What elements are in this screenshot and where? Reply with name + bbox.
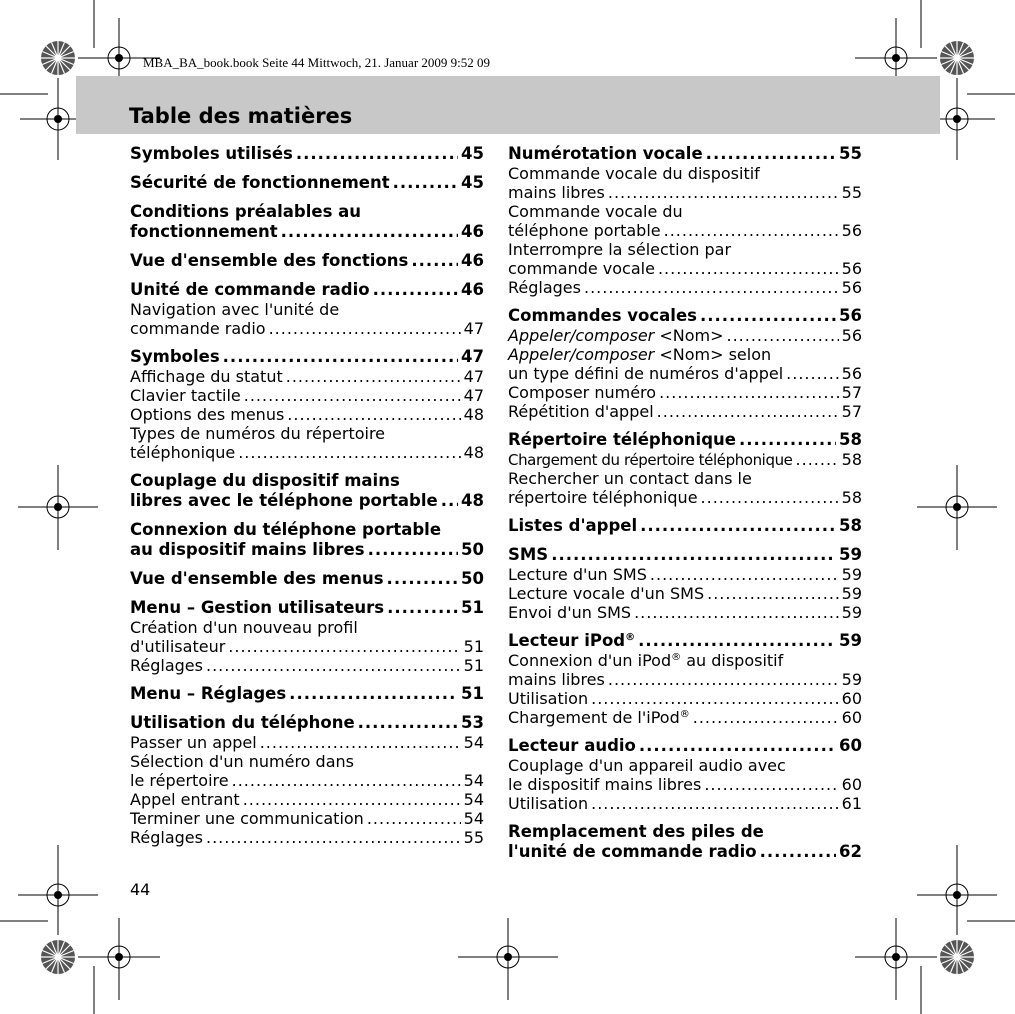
toc-page-number: 58: [841, 488, 862, 507]
toc-page-number: 56: [841, 259, 862, 278]
toc-entry-title: Symboles utilisés: [130, 144, 293, 163]
toc-entry[interactable]: [508, 488, 862, 507]
toc-page-number: 45: [461, 144, 484, 163]
dot-leader: [591, 794, 839, 813]
dot-leader: [373, 280, 458, 300]
dot-leader: [367, 809, 461, 828]
toc-entry-title: Utilisation du téléphone: [130, 713, 355, 732]
toc-heading-entry[interactable]: [130, 713, 484, 733]
toc-entry-title: Options des menus: [130, 405, 285, 424]
toc-entry-title: Commande vocale du dispositif: [508, 164, 760, 183]
toc-entry[interactable]: [130, 443, 484, 462]
toc-entry: [508, 202, 862, 221]
dot-leader: [411, 251, 458, 271]
toc-page-number: 55: [463, 828, 484, 847]
toc-page-number: 56: [841, 278, 862, 297]
toc-section: [130, 684, 484, 704]
toc-page-number: 51: [463, 656, 484, 675]
dot-leader: [296, 144, 458, 164]
dot-leader: [704, 775, 838, 794]
dot-leader: [638, 631, 836, 651]
toc-entry: [130, 752, 484, 771]
toc-entry-title: téléphonique: [130, 443, 236, 462]
toc-entry-title: Menu – Réglages: [130, 684, 287, 703]
toc-entry-title: Réglages: [130, 828, 203, 847]
toc-page-number: 60: [841, 708, 862, 727]
toc-page-number: 54: [463, 790, 484, 809]
toc-entry[interactable]: [130, 386, 484, 405]
toc-page-number: 60: [839, 736, 862, 755]
toc-entry[interactable]: [508, 584, 862, 603]
page-number: 44: [130, 880, 151, 899]
toc-entry[interactable]: [130, 405, 484, 424]
dot-leader: [591, 689, 839, 708]
toc-entry-title: le dispositif mains libres: [508, 775, 702, 794]
toc-entry-title: Connexion d'un iPod® au dispositif: [508, 651, 784, 670]
toc-entry-title: mains libres: [508, 670, 605, 689]
dot-leader: [387, 569, 458, 589]
toc-entry[interactable]: [130, 637, 484, 656]
toc-entry[interactable]: [508, 689, 862, 708]
toc-entry[interactable]: [508, 775, 862, 794]
toc-entry-title: Types de numéros du répertoire: [130, 424, 386, 443]
toc-section: [130, 713, 484, 847]
dot-leader: [760, 842, 836, 862]
dot-leader: [228, 637, 460, 656]
toc-entry-title: Envoi d'un SMS: [508, 603, 632, 622]
dot-leader: [659, 383, 839, 402]
toc-page-number: 51: [461, 684, 484, 703]
toc-entry[interactable]: [508, 259, 862, 278]
toc-entry[interactable]: [130, 656, 484, 675]
toc-page-number: 50: [461, 540, 484, 559]
dot-leader: [786, 364, 839, 383]
toc-entry-title: Répertoire téléphonique: [508, 430, 736, 449]
toc-entry-title: Réglages: [130, 656, 203, 675]
toc-entry[interactable]: [508, 278, 862, 297]
toc-page-number: 50: [461, 569, 484, 588]
toc-page-number: 57: [841, 383, 862, 402]
toc-entry[interactable]: [508, 794, 862, 813]
toc-page-number: 55: [841, 183, 862, 202]
toc-entry-title: Lecture d'un SMS: [508, 565, 647, 584]
dot-leader: [232, 771, 461, 790]
toc-section: [508, 430, 862, 507]
toc-page-number: 46: [461, 251, 484, 270]
dot-leader: [206, 828, 461, 847]
toc-page-number: 56: [841, 221, 862, 240]
dot-leader: [650, 565, 839, 584]
dot-leader: [796, 450, 839, 469]
toc-entry[interactable]: [508, 383, 862, 402]
toc-entry[interactable]: [130, 809, 484, 828]
toc-entry-title: Connexion du téléphone portable: [130, 520, 442, 539]
dot-leader: [634, 603, 839, 622]
toc-entry-title: Navigation avec l'unité de: [130, 300, 340, 319]
toc-entry-title: commande vocale: [508, 259, 655, 278]
toc-entry[interactable]: [508, 402, 862, 421]
toc-section: [130, 569, 484, 589]
toc-entry: [130, 424, 484, 443]
toc-entry[interactable]: [130, 733, 484, 752]
toc-page-number: 59: [839, 631, 862, 650]
toc-heading-entry[interactable]: [130, 569, 484, 589]
toc-entry-title: Couplage d'un appareil audio avec: [508, 756, 786, 775]
dot-leader: [657, 402, 839, 421]
toc-heading-entry[interactable]: [130, 540, 484, 560]
dot-leader: [289, 684, 458, 704]
dot-leader: [608, 670, 839, 689]
toc-entry[interactable]: [130, 828, 484, 847]
toc-section: [130, 144, 484, 164]
toc-page-number: 51: [461, 598, 484, 617]
toc-page-number: 47: [463, 319, 484, 338]
dot-leader: [358, 713, 458, 733]
dot-leader: [658, 259, 839, 278]
dot-leader: [639, 736, 836, 756]
toc-entry[interactable]: [130, 319, 484, 338]
toc-page-number: 56: [841, 364, 862, 383]
dot-leader: [707, 584, 839, 603]
toc-entry: [508, 240, 862, 259]
toc-entry-title: Répétition d'appel: [508, 402, 654, 421]
dot-leader: [664, 221, 839, 240]
toc-entry-title: l'unité de commande radio: [508, 842, 757, 861]
toc-page-number: 56: [839, 306, 862, 325]
toc-page-number: 54: [463, 809, 484, 828]
toc-entry-title: Chargement du répertoire téléphonique: [508, 451, 793, 469]
toc-page-number: 46: [461, 222, 484, 241]
toc-section: [130, 598, 484, 675]
toc-section: [508, 736, 862, 813]
toc-heading-entry[interactable]: [130, 280, 484, 300]
dot-leader: [281, 222, 458, 242]
dot-leader: [551, 545, 836, 565]
toc-heading-entry[interactable]: [130, 251, 484, 271]
toc-section: [130, 202, 484, 242]
toc-section: [130, 520, 484, 560]
toc-entry-title: Terminer une communication: [130, 809, 364, 828]
toc-page-number: 60: [841, 775, 862, 794]
dot-leader: [726, 326, 838, 345]
toc-entry-title: commande radio: [130, 319, 266, 338]
dot-leader: [368, 540, 458, 560]
toc-section: [508, 631, 862, 727]
dot-leader: [287, 405, 460, 424]
toc-section: [130, 251, 484, 271]
toc-section: [508, 545, 862, 622]
toc-entry-title: mains libres: [508, 183, 605, 202]
toc-entry-title: Commandes vocales: [508, 306, 697, 325]
toc-heading-entry[interactable]: [130, 347, 484, 367]
toc-entry-title: au dispositif mains libres: [130, 540, 365, 559]
page-title: Table des matières: [129, 104, 353, 128]
toc-page-number: 59: [841, 584, 862, 603]
dot-leader: [223, 347, 458, 367]
toc-entry-title: Sélection d'un numéro dans: [130, 752, 354, 771]
toc-heading-entry[interactable]: [508, 631, 862, 651]
dot-leader: [701, 488, 839, 507]
toc-page-number: 51: [463, 637, 484, 656]
toc-heading-entry[interactable]: [130, 222, 484, 242]
toc-entry[interactable]: [508, 603, 862, 622]
toc-heading-entry[interactable]: [130, 491, 484, 511]
toc-entry: [508, 164, 862, 183]
dot-leader: [243, 790, 461, 809]
toc-entry-title: d'utilisateur: [130, 637, 226, 656]
toc-entry[interactable]: [508, 183, 862, 202]
toc-entry-title: Affichage du statut: [130, 367, 283, 386]
toc-entry-title: Utilisation: [508, 689, 589, 708]
toc-section: [508, 144, 862, 297]
toc-page-number: 47: [463, 386, 484, 405]
dot-leader: [608, 183, 839, 202]
toc-page-number: 58: [839, 430, 862, 449]
toc-entry[interactable]: [508, 450, 862, 469]
toc-entry-title: Composer numéro: [508, 383, 657, 402]
toc-entry: [508, 651, 862, 670]
toc-entry-title: libres avec le téléphone portable: [130, 491, 438, 510]
toc-heading-entry[interactable]: [130, 173, 484, 193]
toc-page-number: 59: [841, 670, 862, 689]
toc-entry-title: Lecteur audio: [508, 736, 636, 755]
toc-page-number: 58: [841, 450, 862, 469]
dot-leader: [640, 516, 836, 536]
dot-leader: [584, 278, 839, 297]
header-band: [76, 76, 940, 134]
toc-page-number: 45: [461, 173, 484, 192]
toc-entry[interactable]: [130, 771, 484, 790]
toc-entry-title: Conditions préalables au: [130, 202, 362, 221]
toc-page-number: 48: [463, 443, 484, 462]
toc-page-number: 54: [463, 771, 484, 790]
print-slug-line: MBA_BA_book.book Seite 44 Mittwoch, 21. Januar 2009 9:52 09: [143, 55, 491, 70]
toc-entry-title: Appel entrant: [130, 790, 240, 809]
toc-page-number: 53: [461, 713, 484, 732]
toc-page-number: 54: [463, 733, 484, 752]
toc-page-number: 48: [463, 405, 484, 424]
toc-entry-title: Interrompre la sélection par: [508, 240, 732, 259]
dot-leader: [706, 144, 836, 164]
dot-leader: [441, 491, 458, 511]
toc-page-number: 60: [841, 689, 862, 708]
toc-heading-entry: [130, 202, 484, 222]
toc-entry-title: Vue d'ensemble des menus: [130, 569, 384, 588]
toc-entry[interactable]: [508, 565, 862, 584]
dot-leader: [700, 306, 836, 326]
toc-heading-entry: [130, 471, 484, 491]
toc-entry-title: Utilisation: [508, 794, 589, 813]
toc-heading-entry[interactable]: [508, 430, 862, 450]
toc-column-left: [130, 144, 484, 856]
toc-heading-entry[interactable]: [508, 306, 862, 326]
toc-entry-title: répertoire téléphonique: [508, 488, 698, 507]
toc-entry-title: Création d'un nouveau profil: [130, 618, 358, 637]
toc-entry[interactable]: [508, 364, 862, 383]
toc-heading-entry[interactable]: [130, 144, 484, 164]
toc-entry-title: Menu – Gestion utilisateurs: [130, 598, 385, 617]
toc-entry[interactable]: [130, 790, 484, 809]
toc-page-number: 57: [841, 402, 862, 421]
toc-entry-title: Réglages: [508, 278, 581, 297]
toc-heading-entry[interactable]: [508, 516, 862, 536]
toc-entry-title: Chargement de l'iPod®: [508, 708, 690, 727]
toc-heading-entry: [130, 520, 484, 540]
toc-page-number: 48: [461, 491, 484, 510]
toc-entry: [130, 300, 484, 319]
toc-heading-entry[interactable]: [508, 144, 862, 164]
dot-leader: [286, 367, 461, 386]
toc-page-number: 61: [841, 794, 862, 813]
toc-page-number: 58: [839, 516, 862, 535]
toc-page-number: 59: [841, 565, 862, 584]
toc-page-number: 59: [839, 545, 862, 564]
dot-leader: [393, 173, 458, 193]
toc-section: [508, 822, 862, 862]
toc-section: [508, 306, 862, 421]
toc-entry[interactable]: [508, 670, 862, 689]
toc-column-right: [508, 144, 862, 871]
toc-entry-title: Numérotation vocale: [508, 144, 703, 163]
dot-leader: [206, 656, 461, 675]
toc-entry[interactable]: [508, 326, 862, 345]
toc-entry-title: Symboles: [130, 347, 220, 366]
toc-entry[interactable]: [130, 367, 484, 386]
toc-heading-entry[interactable]: [508, 545, 862, 565]
toc-page-number: 55: [839, 144, 862, 163]
toc-entry-title: Lecteur iPod®: [508, 631, 636, 650]
toc-section: [130, 471, 484, 511]
toc-entry-title: Vue d'ensemble des fonctions: [130, 251, 409, 270]
toc-entry-title: téléphone portable: [508, 221, 661, 240]
toc-heading-entry: [508, 822, 862, 842]
toc-section: [130, 280, 484, 338]
toc-heading-entry[interactable]: [508, 736, 862, 756]
toc-entry-title: Rechercher un contact dans le: [508, 469, 752, 488]
toc-entry-title: Couplage du dispositif mains: [130, 471, 400, 490]
dot-leader: [693, 708, 839, 727]
toc-page-number: 46: [461, 280, 484, 299]
toc-page-number: 47: [463, 367, 484, 386]
toc-page-number: 59: [841, 603, 862, 622]
dot-leader: [387, 598, 458, 618]
toc-section: [130, 347, 484, 462]
toc-entry: [130, 618, 484, 637]
dot-leader: [238, 443, 460, 462]
toc-entry: [508, 469, 862, 488]
dot-leader: [739, 430, 836, 450]
toc-entry-title: un type défini de numéros d'appel: [508, 364, 784, 383]
toc-entry[interactable]: [508, 708, 862, 727]
toc-entry-title: Sécurité de fonctionnement: [130, 173, 390, 192]
toc-entry-title: Remplacement des piles de: [508, 822, 764, 841]
toc-heading-entry[interactable]: [130, 684, 484, 704]
dot-leader: [269, 319, 461, 338]
toc-entry[interactable]: [508, 221, 862, 240]
toc-entry-title: Listes d'appel: [508, 516, 638, 535]
toc-entry-title: Clavier tactile: [130, 386, 241, 405]
toc-entry-title: Commande vocale du: [508, 202, 683, 221]
toc-section: [130, 173, 484, 193]
toc-entry-title: Appeler/composer <Nom>: [508, 326, 724, 345]
dot-leader: [244, 386, 461, 405]
toc-heading-entry[interactable]: [130, 598, 484, 618]
toc-entry-title: SMS: [508, 545, 549, 564]
toc-page-number: 47: [461, 347, 484, 366]
toc-page-number: 62: [839, 842, 862, 861]
toc-section: [508, 516, 862, 536]
toc-page-number: 56: [841, 326, 862, 345]
dot-leader: [260, 733, 461, 752]
toc-entry-title: fonctionnement: [130, 222, 278, 241]
toc-heading-entry[interactable]: [508, 842, 862, 862]
toc-entry-title: Appeler/composer <Nom> selon: [508, 345, 772, 364]
toc-entry-title: Unité de commande radio: [130, 280, 370, 299]
toc-entry: [508, 756, 862, 775]
toc-entry-title: le répertoire: [130, 771, 229, 790]
toc-entry: [508, 345, 862, 364]
toc-entry-title: Lecture vocale d'un SMS: [508, 584, 705, 603]
toc-entry-title: Passer un appel: [130, 733, 257, 752]
